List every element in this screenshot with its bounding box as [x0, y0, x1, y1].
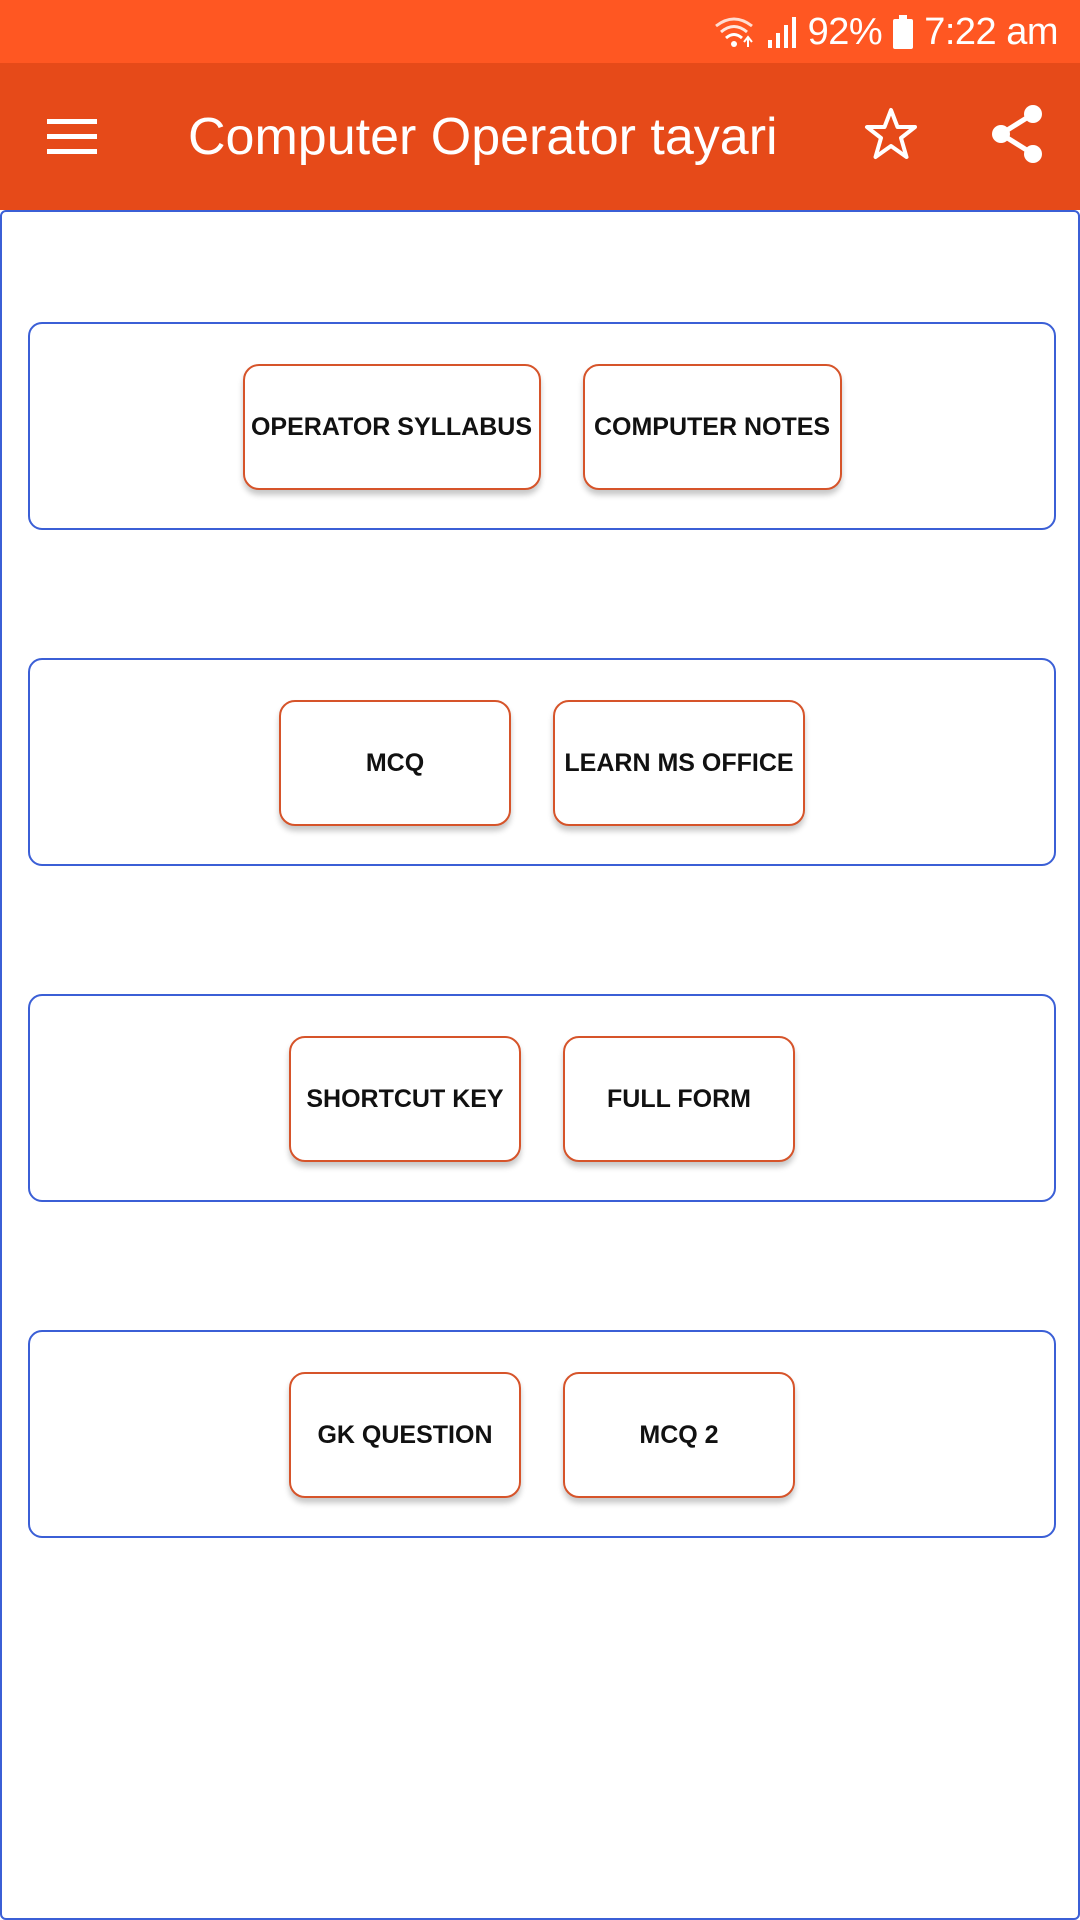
star-icon: [863, 107, 919, 166]
menu-row-card: [28, 322, 1056, 530]
status-indicators: [712, 8, 1058, 56]
menu-row-card: [28, 1330, 1056, 1538]
app-bar: [0, 63, 1080, 210]
battery-icon: [892, 14, 914, 50]
share-icon: [989, 104, 1045, 169]
mcq-button[interactable]: MCQ: [279, 700, 511, 826]
mcq-2-button[interactable]: MCQ 2: [563, 1372, 795, 1498]
menu-row-card: [28, 658, 1056, 866]
full-form-button[interactable]: FULL FORM: [563, 1036, 795, 1162]
share-button[interactable]: [984, 103, 1050, 169]
main-content: [0, 210, 1080, 1920]
menu-row-card: [28, 994, 1056, 1202]
learn-ms-office-button[interactable]: LEARN MS OFFICE: [553, 700, 805, 826]
app-title: Computer Operator tayari: [188, 108, 778, 166]
status-bar: [0, 0, 1080, 63]
computer-notes-button[interactable]: COMPUTER NOTES: [583, 364, 842, 490]
menu-button[interactable]: [34, 103, 110, 173]
signal-icon: [766, 14, 798, 50]
rate-button[interactable]: [858, 103, 924, 169]
shortcut-key-button[interactable]: SHORTCUT KEY: [289, 1036, 521, 1162]
operator-syllabus-button[interactable]: OPERATOR SYLLABUS: [243, 364, 541, 490]
gk-question-button[interactable]: GK QUESTION: [289, 1372, 521, 1498]
clock: 7:22 am: [924, 10, 1058, 53]
wifi-icon: [712, 14, 756, 50]
battery-percent: 92%: [807, 10, 883, 53]
menu-icon: [45, 116, 99, 161]
